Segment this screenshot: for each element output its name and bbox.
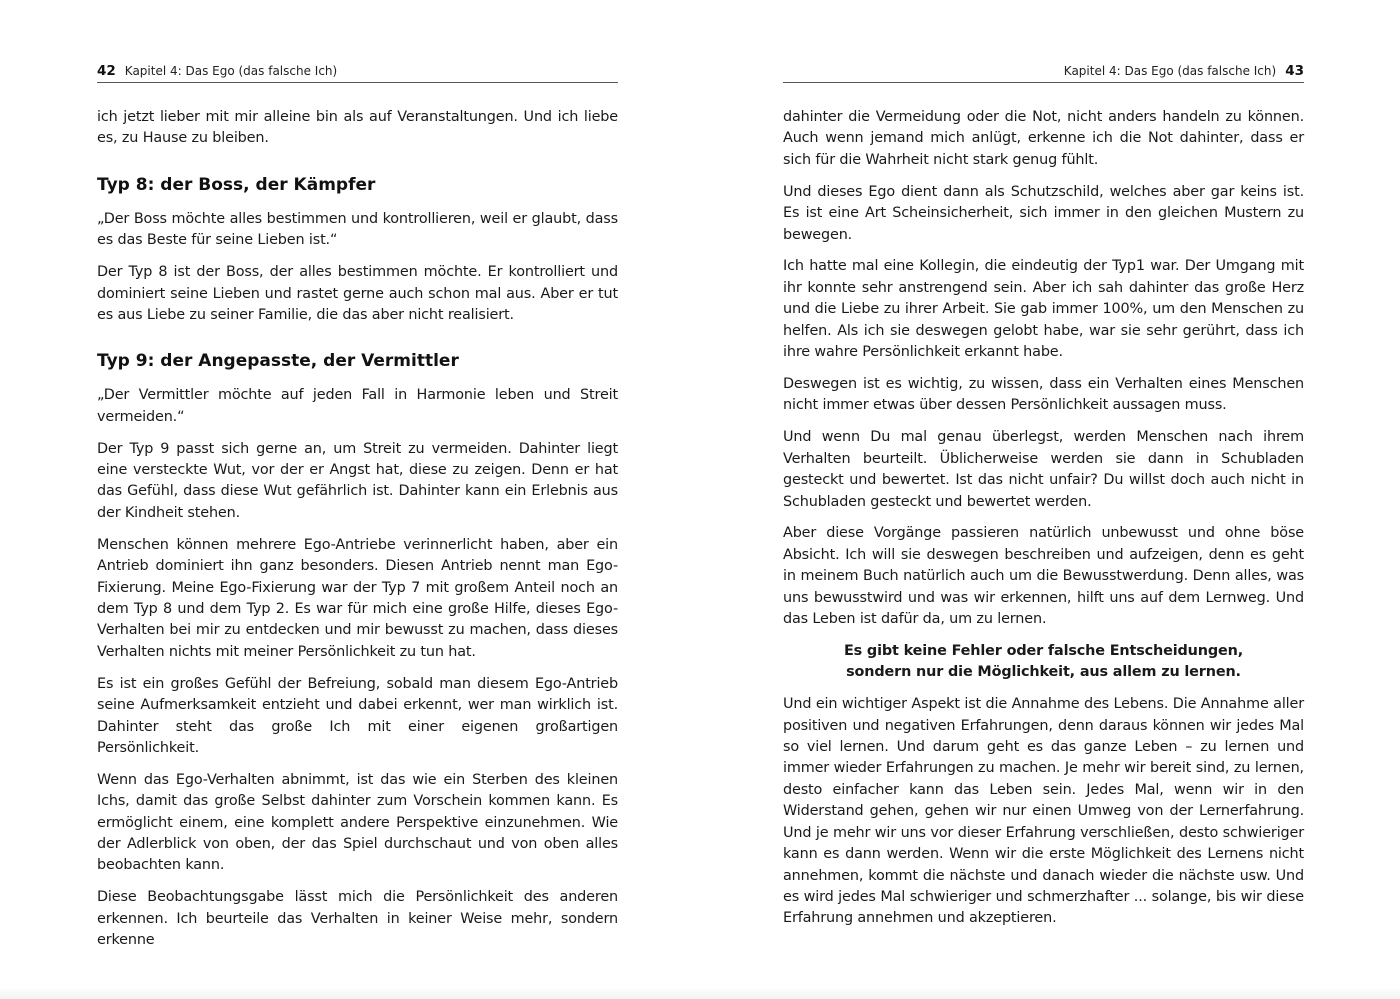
- right-page: [783, 60, 1304, 940]
- paragraph: Der Typ 8 ist der Boss, der alles bestimmen möchte. Er kontrolliert und dominiert seine Lieben und rastet gerne auch schon mal aus. Aber er tut es aus Liebe zu seiner Familie, die das aber nicht realisiert.: [97, 264, 618, 323]
- left-page: [97, 60, 618, 962]
- running-head-left: [97, 60, 618, 83]
- highlighted-quote: [783, 641, 1304, 684]
- quote-line-1: Es gibt keine Fehler oder falsche Entscheidungen,: [843, 642, 1244, 659]
- left-page-body: [97, 107, 618, 952]
- bottom-shadow: [0, 987, 1400, 999]
- chapter-title-left: Kapitel 4: Das Ego (das falsche Ich): [124, 64, 338, 78]
- paragraph: Aber diese Vorgänge passieren natürlich unbewusst und ohne böse Absicht. Ich will sie deswegen beschreiben und aufzeigen, denn es geht in meinem Buch natürlich auch um die Bewusstwerdung. Denn alles, was uns bewusstwird und was wir erkennen, hilft uns auf dem Lernweg. Und das Leben ist dafür da, um zu lernen.: [783, 525, 1304, 628]
- chapter-title-right: Kapitel 4: Das Ego (das falsche Ich): [1063, 64, 1277, 78]
- section-heading-typ9: Typ 9: der Angepasste, der Vermittler: [97, 351, 459, 372]
- quote-paragraph: „Der Vermittler möchte auf jeden Fall in Harmonie leben und Streit vermeiden.“: [97, 387, 618, 425]
- quote-line-2: sondern nur die Möglichkeit, aus allem zu lernen.: [846, 664, 1241, 681]
- paragraph: Es ist ein großes Gefühl der Befreiung, sobald man diesem Ego-Antrieb seine Aufmerksamkeit entzieht und dabei erkennt, wer man wirklich ist. Dahinter steht das große Ich mit einer eigenen großartigen Persönlichkeit.: [97, 675, 618, 756]
- paragraph: dahinter die Vermeidung oder die Not, nicht anders handeln zu können. Auch wenn jemand mich anlügt, erkenne ich die Not dahinter, dass er sich für die Wahrheit nicht stark genug fühlt.: [783, 109, 1304, 168]
- paragraph: Deswegen ist es wichtig, zu wissen, dass ein Verhalten eines Menschen nicht immer etwas über dessen Persönlichkeit aussagen muss.: [783, 375, 1304, 414]
- paragraph: ich jetzt lieber mit mir alleine bin als auf Veranstaltungen. Und ich liebe es, zu Hause zu bleiben.: [97, 109, 618, 147]
- running-head-right: [783, 60, 1304, 83]
- right-page-body: [783, 107, 1304, 930]
- page-number-left: 42: [97, 63, 116, 79]
- section-heading-typ8: Typ 8: der Boss, der Kämpfer: [97, 174, 376, 195]
- paragraph: Wenn das Ego-Verhalten abnimmt, ist das wie ein Sterben des kleinen Ichs, damit das große Selbst dahinter zum Vorschein kommen kann. Es ermöglicht einem, eine komplett andere Perspektive einzunehmen. Wie der Adlerblick von oben, der das Spiel durchschaut und von oben alles beobachten kann.: [97, 771, 618, 874]
- paragraph: Und wenn Du mal genau überlegst, werden Menschen nach ihrem Verhalten beurteilt. Üblicherweise werden sie dann in Schubladen gesteckt und bewertet. Ist das nicht unfair? Du willst doch auch nicht in Schubladen gesteckt und bewertet werden.: [783, 429, 1304, 510]
- paragraph: Diese Beobachtungsgabe lässt mich die Persönlichkeit des anderen erkennen. Ich beurteile das Verhalten in keiner Weise mehr, sondern erkenne: [97, 889, 618, 949]
- page-number-right: 43: [1285, 63, 1304, 79]
- paragraph: Der Typ 9 passt sich gerne an, um Streit zu vermeiden. Dahinter liegt eine versteckte Wut, vor der er Angst hat, diese zu zeigen. Denn er hat das Gefühl, dass diese Wut gefährlich ist. Dahinter kann ein Erlebnis aus der Kindheit stehen.: [97, 440, 618, 521]
- paragraph: Ich hatte mal eine Kollegin, die eindeutig der Typ1 war. Der Umgang mit ihr konnte sehr anstrengend sein. Aber ich sah dahinter das große Herz und die Liebe zu ihrer Arbeit. Sie gab immer 100%, um den Menschen zu helfen. Als ich sie deswegen gelobt habe, war sie sehr gerührt, dass ich ihre wahre Persönlichkeit erkannt habe.: [783, 258, 1304, 361]
- paragraph: Und ein wichtiger Aspekt ist die Annahme des Lebens. Die Annahme aller positiven und negativen Erfahrungen, denn daraus können wir jedes Mal so viel lernen. Und darum geht es das ganze Leben – zu lernen und immer wieder Erfahrungen zu machen. Je mehr wir bereit sind, zu lernen, desto einfacher kann das Leben sein. Jedes Mal, wenn wir in den Widerstand gehen, gehen wir nur einen Umweg von der Lernerfahrung. Und je mehr wir uns vor dieser Erfahrung verschließen, desto schwieriger kann es dann werden. Wenn wir die erste Möglichkeit des Lernens nicht annehmen, kommt die nächste und danach wieder die nächste usw. Und es wird jedes Mal schwieriger und schmerzhafter ... solange, bis wir diese Erfahrung annehmen und akzeptieren.: [783, 696, 1304, 927]
- paragraph: Menschen können mehrere Ego-Antriebe verinnerlicht haben, aber ein Antrieb dominiert ihn ganz besonders. Diesen Antrieb nennt man Ego-Fixierung. Meine Ego-Fixierung war der Typ 7 mit großem Anteil noch an dem Typ 8 und dem Typ 2. Es war für mich eine große Hilfe, dieses Ego-Verhalten bei mir zu entdecken und mir bewusst zu machen, dass dieses Verhalten nichts mit meiner Persönlichkeit zu tun hat.: [97, 536, 618, 660]
- quote-paragraph: „Der Boss möchte alles bestimmen und kontrollieren, weil er glaubt, dass es das Beste für seine Lieben ist.“: [97, 210, 618, 249]
- paragraph: Und dieses Ego dient dann als Schutzschild, welches aber gar keins ist. Es ist eine Art Scheinsicherheit, sich immer in den gleichen Mustern zu bewegen.: [783, 183, 1304, 243]
